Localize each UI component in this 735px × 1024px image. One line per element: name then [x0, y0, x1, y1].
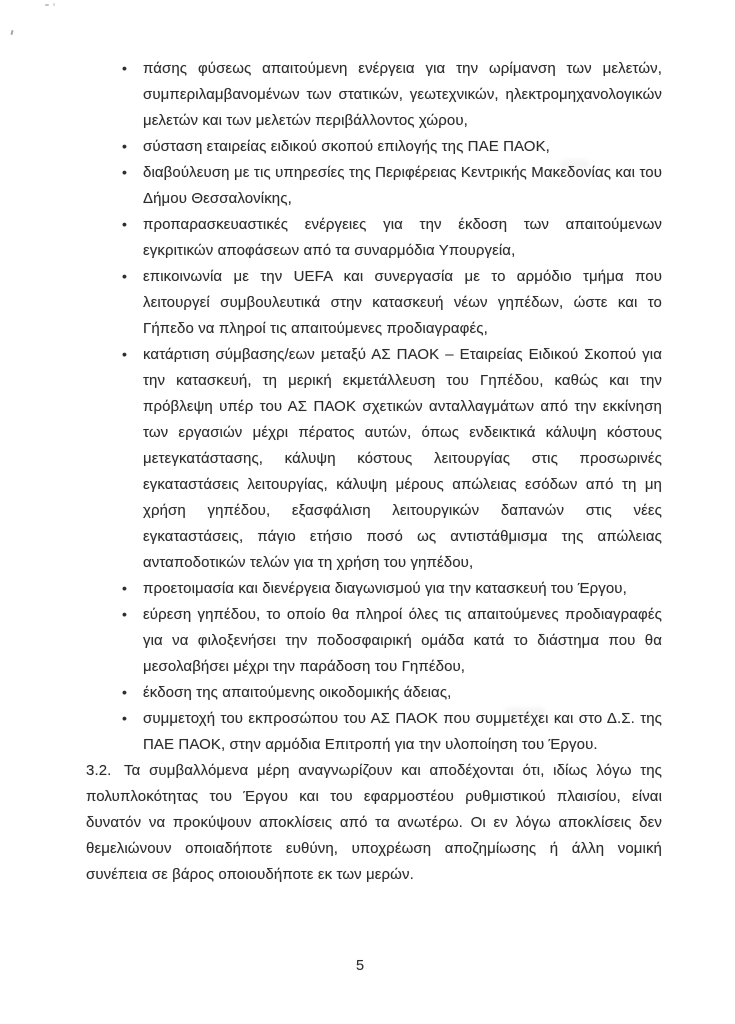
bullet-text: πάσης φύσεως απαιτούμενη ενέργεια για την ωρίμανση των μελετών, συμπεριλαμβανομένων των στατικών, γεωτεχνικών, ηλεκτρομηχανολογικών μελετών και των μελετών περιβάλλοντος χώρου,	[143, 60, 662, 129]
bullet-text: προετοιμασία και διενέργεια διαγωνισμού για την κατασκευή του Έργου,	[143, 580, 627, 597]
paragraph-3-2	[86, 758, 662, 888]
bullet-icon: •	[122, 268, 128, 284]
list-item	[86, 342, 662, 576]
bullet-icon: •	[122, 346, 128, 362]
bullet-icon: •	[122, 138, 128, 154]
bullet-text: σύσταση εταιρείας ειδικού σκοπού επιλογής της ΠΑΕ ΠΑΟΚ,	[143, 138, 550, 155]
list-item	[86, 706, 662, 758]
document-body	[86, 56, 662, 888]
list-item	[86, 264, 662, 342]
bullet-text: κατάρτιση σύμβασης/εων μεταξύ ΑΣ ΠΑΟΚ – Εταιρείας Ειδικού Σκοπού για την κατασκευή, τη μερική εκμετάλλευση του Γηπέδου, καθώς και την πρόβλεψη υπέρ του ΑΣ ΠΑΟΚ σχετικών ανταλλαγμάτων από την εκκίνηση των εργασιών μέχρι πέρατος αυτών, όπως ενδεικτικά κάλυψη κόστους μετεγκατάστασης, κάλυψη κόστους λειτουργίας στις προσωρινές εγκαταστάσεις λειτουργίας, κάλυψη μέρους απώλειας εσόδων από τη μη χρήση γηπέδου, εξασφάλιση λειτουργικών δαπανών στις νέες εγκαταστάσεις, πάγιο ετήσιο ποσό ως αντιστάθμισμα της απώλειας ανταποδοτικών τελών για τη χρήση του γηπέδου,	[143, 346, 662, 571]
bullet-text: διαβούλευση με τις υπηρεσίες της Περιφέρειας Κεντρικής Μακεδονίας και του Δήμου Θεσσαλονίκης,	[143, 164, 662, 207]
list-item	[86, 602, 662, 680]
paragraph-number: 3.2.	[86, 762, 112, 779]
bullet-icon: •	[122, 60, 128, 76]
list-item	[86, 134, 662, 160]
list-item	[86, 680, 662, 706]
list-item	[86, 56, 662, 134]
bullet-icon: •	[122, 216, 128, 232]
bullet-icon: •	[122, 606, 128, 622]
bullet-text: έκδοση της απαιτούμενης οικοδομικής άδειας,	[143, 684, 452, 701]
bullet-icon: •	[122, 684, 128, 700]
bullet-text: συμμετοχή του εκπροσώπου του ΑΣ ΠΑΟΚ που συμμετέχει και στο Δ.Σ. της ΠΑΕ ΠΑΟΚ, στην αρμόδια Επιτροπή για την υλοποίηση του Έργου.	[143, 710, 662, 753]
bullet-text: προπαρασκευαστικές ενέργειες για την έκδοση των απαιτούμενων εγκριτικών αποφάσεων από τα συναρμόδια Υπουργεία,	[143, 216, 662, 259]
list-item	[86, 576, 662, 602]
bullet-text: επικοινωνία με την UEFA και συνεργασία με το αρμόδιο τμήμα που λειτουργεί συμβουλευτικά στην κατασκευή νέων γηπέδων, ώστε και το Γήπεδο να πληροί τις απαιτούμενες προδιαγραφές,	[143, 268, 662, 337]
list-item	[86, 160, 662, 212]
bullet-icon: •	[122, 164, 128, 180]
bullet-list	[86, 56, 662, 758]
bullet-icon: •	[122, 710, 128, 726]
scan-artifact	[10, 30, 13, 35]
bullet-text: εύρεση γηπέδου, το οποίο θα πληροί όλες τις απαιτούμενες προδιαγραφές για να φιλοξενήσει την ποδοσφαιρική ομάδα κατά το διάστημα που θα μεσολαβήσει μέχρι την παράδοση του Γηπέδου,	[143, 606, 662, 675]
paragraph-text: Τα συμβαλλόμενα μέρη αναγνωρίζουν και αποδέχονται ότι, ιδίως λόγω της πολυπλοκότητας του Έργου και του εφαρμοστέου ρυθμιστικού πλαισίου, είναι δυνατόν να προκύψουν αποκλίσεις από τα ανωτέρω. Οι εν λόγω αποκλίσεις δεν θεμελιώνουν οποιαδήποτε ευθύνη, υποχρέωση αποζημίωσης ή άλλη νομική συνέπεια σε βάρος οποιουδήποτε εκ των μερών.	[86, 762, 662, 883]
bullet-icon: •	[122, 580, 128, 596]
scan-artifact	[53, 3, 55, 6]
scan-artifact	[45, 4, 49, 6]
list-item	[86, 212, 662, 264]
page-number: 5	[355, 958, 365, 974]
